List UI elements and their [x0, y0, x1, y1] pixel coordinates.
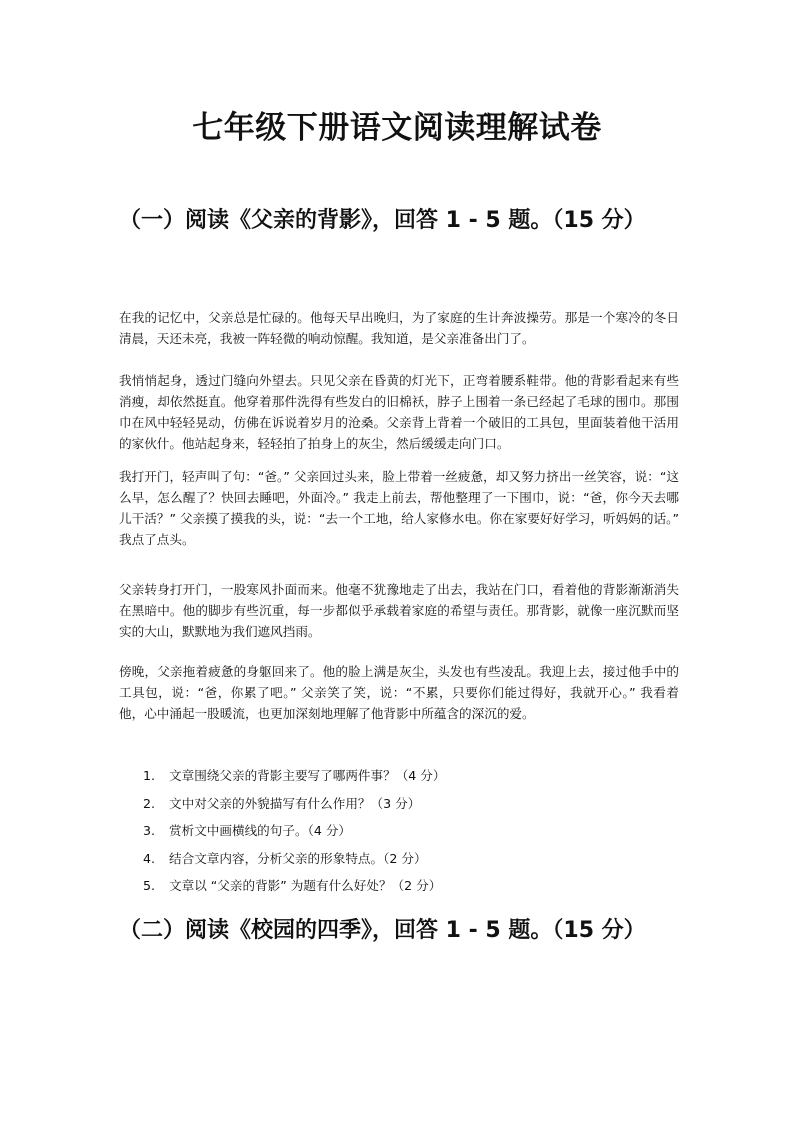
question-item — [143, 762, 663, 790]
question-number: 2. — [143, 795, 156, 811]
question-text: 文章以 “父亲的背影” 为题有什么好处？（2 分） — [169, 878, 442, 893]
question-number: 3. — [143, 823, 156, 838]
question-text: 文中对父亲的外貌描写有什么作用？（3 分） — [169, 795, 421, 811]
question-text: 文章围绕父亲的背影主要写了哪两件事？（4 分） — [169, 768, 446, 783]
passage-paragraph-1: 在我的记忆中，父亲总是忙碌的。他每天早出晚归，为了家庭的生计奔波操劳。那是一个寒冷的冬日清晨，天还未亮，我被一阵轻微的响动惊醒。我知道，是父亲准备出门了。 — [119, 310, 679, 346]
section-1-heading: （一）阅读《父亲的背影》，回答 1 - 5 题。（15 分） — [119, 208, 646, 233]
question-number: 4. — [143, 850, 156, 866]
document-title: 七年级下册语文阅读理解试卷 — [192, 110, 602, 146]
question-item — [143, 845, 663, 873]
section-2-heading: （二）阅读《校园的四季》，回答 1 - 5 题。（15 分） — [119, 918, 646, 943]
question-text: 结合文章内容，分析父亲的形象特点。（2 分） — [169, 850, 427, 866]
question-number: 5. — [143, 878, 156, 893]
question-item — [143, 872, 663, 900]
passage-paragraph-3: 我打开门，轻声叫了句：“爸。” 父亲回过头来，脸上带着一丝疲惫，却又努力挤出一丝笑容，说：“这么早，怎么醒了？快回去睡吧，外面冷。” 我走上前去，帮他整理了一下围巾，说：“爸，你今天去哪儿干活？” 父亲摸了摸我的头，说：“去一个工地，给人家修水电。你在家要好好学习，听妈妈的话。” 我点了点头。 — [119, 469, 679, 547]
question-item — [143, 790, 663, 818]
question-item — [143, 817, 663, 845]
question-text: 赏析文中画横线的句子。（4 分） — [169, 823, 352, 838]
question-list — [143, 762, 663, 900]
passage-paragraph-4: 父亲转身打开门，一股寒风扑面而来。他毫不犹豫地走了出去，我站在门口，看着他的背影渐渐消失在黑暗中。他的脚步有些沉重，每一步都似乎承载着家庭的希望与责任。那背影，就像一座沉默而坚实的大山，默默地为我们遮风挡雨。 — [119, 582, 679, 639]
passage-paragraph-5: 傍晚，父亲拖着疲惫的身躯回来了。他的脸上满是灰尘，头发也有些凌乱。我迎上去，接过他手中的工具包，说：“爸，你累了吧。” 父亲笑了笑，说：“不累，只要你们能过得好，我就开心。” 我看着他，心中涌起一股暖流，也更加深刻地理解了他背影中所蕴含的深沉的爱。 — [119, 664, 679, 721]
passage-paragraph-2: 我悄悄起身，透过门缝向外望去。只见父亲在昏黄的灯光下，正弯着腰系鞋带。他的背影看起来有些消瘦，却依然挺直。他穿着那件洗得有些发白的旧棉袄，脖子上围着一条已经起了毛球的围巾。那围巾在风中轻轻晃动，仿佛在诉说着岁月的沧桑。父亲背上背着一个破旧的工具包，里面装着他干活用的家伙什。他站起身来，轻轻拍了拍身上的灰尘，然后缓缓走向门口。 — [119, 373, 679, 451]
question-number: 1. — [143, 768, 156, 783]
